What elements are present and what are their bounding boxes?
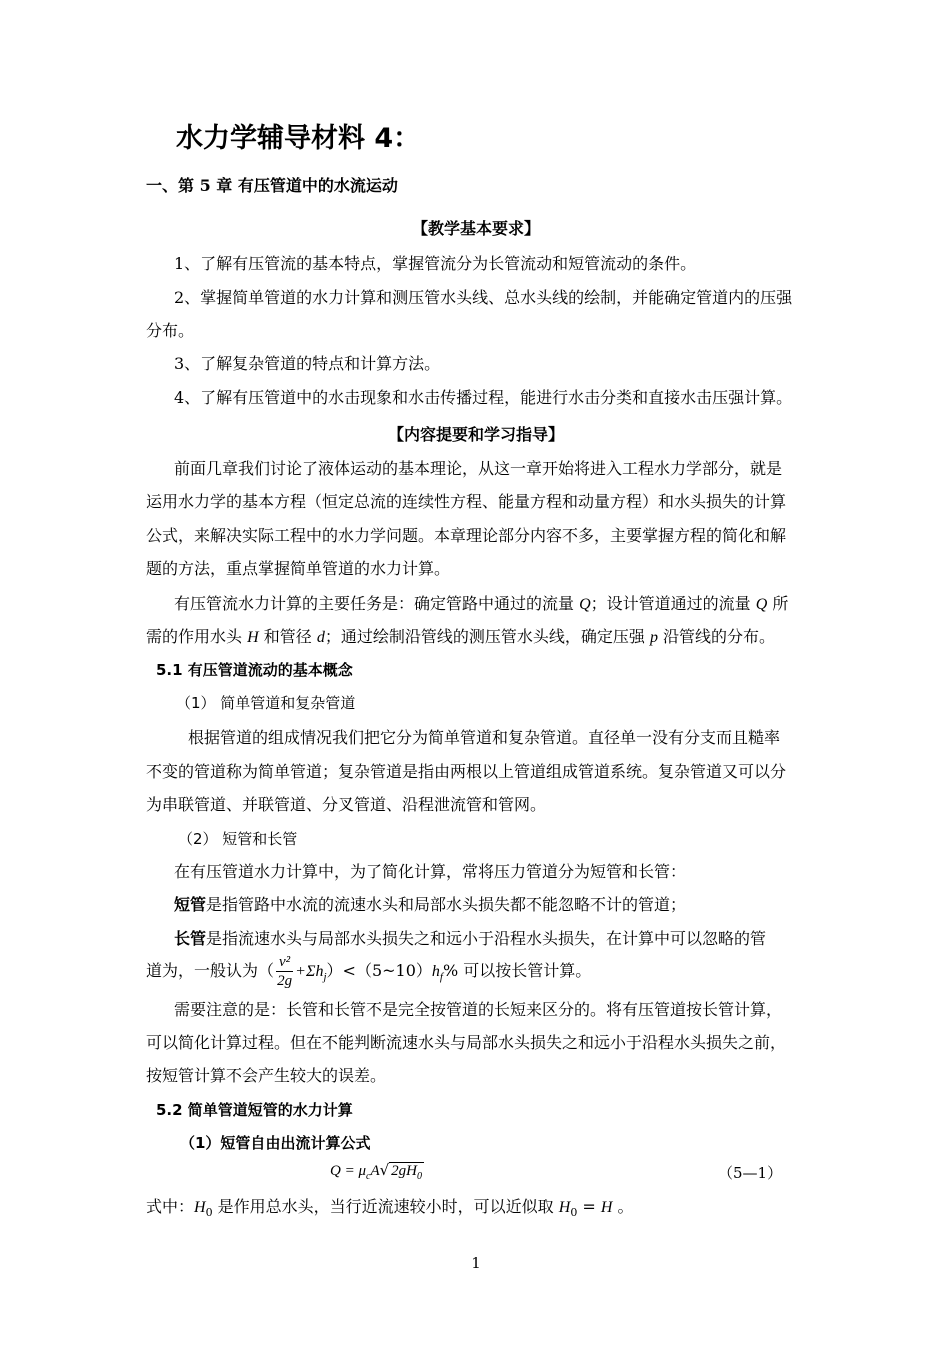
pipe-types-line-1: 根据管道的组成情况我们把它分为简单管道和复杂管道。直径单一没有分支而且糙率 (188, 728, 781, 747)
requirement-3: 3、了解复杂管道的特点和计算方法。 (174, 354, 441, 373)
section-5-1-heading: 5.1 有压管道流动的基本概念 (156, 661, 353, 679)
formula-5-1: $Q = \mu_cA√$ $2gH_0$ (330, 1161, 423, 1182)
chapter-heading: 一、第 5 章 有压管道中的水流运动 (146, 176, 398, 195)
subsection-5-1-2: （2） 短管和长管 (178, 830, 298, 848)
subsection-5-1-1: （1） 简单管道和复杂管道 (176, 694, 356, 712)
intro-line-1: 前面几章我们讨论了液体运动的基本理论，从这一章开始将进入工程水力学部分，就是 (174, 459, 783, 478)
requirement-4: 4、了解有压管道中的水击现象和水击传播过程，能进行水击分类和直接水击压强计算。 (174, 388, 793, 407)
pipe-types-line-3: 为串联管道、并联管道、分叉管道、沿程泄流管和管网。 (146, 795, 547, 814)
requirements-header: 【教学基本要求】 (411, 219, 540, 238)
long-pipe-definition: 长管是指流速水头与局部水头损失之和远小于沿程水头损失，在计算中可以忽略的管 (174, 929, 767, 948)
requirement-2: 2、掌握简单管道的水力计算和测压管水头线、总水头线的绘制，并能确定管道内的压强 (174, 288, 793, 307)
formula-number: （5—1） (718, 1164, 783, 1182)
formula-explanation: 式中：$H_0$ 是作用总水头，当行近流速较小时，可以近似取 $H_0 = H$ 。 (146, 1197, 634, 1220)
intro-line-2: 运用水力学的基本方程（恒定总流的连续性方程、能量方程和动量方程）和水头损失的计算 (146, 492, 787, 511)
intro-line-4: 题的方法，重点掌握简单管道的水力计算。 (146, 559, 451, 578)
page-number: 1 (471, 1254, 481, 1272)
note-line-3: 按短管计算不会产生较大的误差。 (146, 1066, 387, 1085)
requirement-2-cont: 分布。 (146, 321, 195, 340)
section-5-2-heading: 5.2 简单管道短管的水力计算 (156, 1101, 353, 1119)
sqrt-sign: √ (379, 1161, 390, 1179)
long-pipe-criterion: 道为，一般认为（ $\frac{\text{v²}}{2g}$ $+\Sigma h_j)<(5\sim 10)h_f\%$ 可以按长管计算。 (146, 954, 592, 989)
velocity-head-fraction: $\frac{\text{v²}}{2g}$ (277, 954, 293, 989)
note-line-1: 需要注意的是：长管和长管不是完全按管道的长短来区分的。将有压管道按长管计算， (174, 1000, 783, 1019)
short-long-intro: 在有压管道水力计算中，为了简化计算，常将压力管道分为短管和长管： (174, 862, 687, 881)
short-pipe-definition: 短管是指管路中水流的流速水头和局部水头损失都不能忽略不计的管道； (174, 895, 687, 914)
task-line-2: 需的作用水头 H 和管径 d；通过绘制沿管线的测压管水头线，确定压强 p 沿管线的分布。 (146, 627, 776, 646)
task-line-1: 有压管流水力计算的主要任务是：确定管路中通过的流量 Q；设计管道通过的流量 Q 所 (174, 594, 789, 613)
page-title: 水力学辅导材料 4： (176, 123, 421, 154)
guide-header: 【内容提要和学习指导】 (387, 425, 564, 444)
intro-line-3: 公式，来解决实际工程中的水力学问题。本章理论部分内容不多，主要掌握方程的简化和解 (146, 526, 787, 545)
subsection-5-2-1: （1）短管自由出流计算公式 (180, 1134, 371, 1152)
note-line-2: 可以简化计算过程。但在不能判断流速水头与局部水头损失之和远小于沿程水头损失之前， (146, 1033, 787, 1052)
requirement-1: 1、了解有压管流的基本特点，掌握管流分为长管流动和短管流动的条件。 (174, 254, 697, 273)
pipe-types-line-2: 不变的管道称为简单管道；复杂管道是指由两根以上管道组成管道系统。复杂管道又可以分 (146, 762, 787, 781)
sqrt-radicand: $2gH_0$ (391, 1163, 423, 1182)
